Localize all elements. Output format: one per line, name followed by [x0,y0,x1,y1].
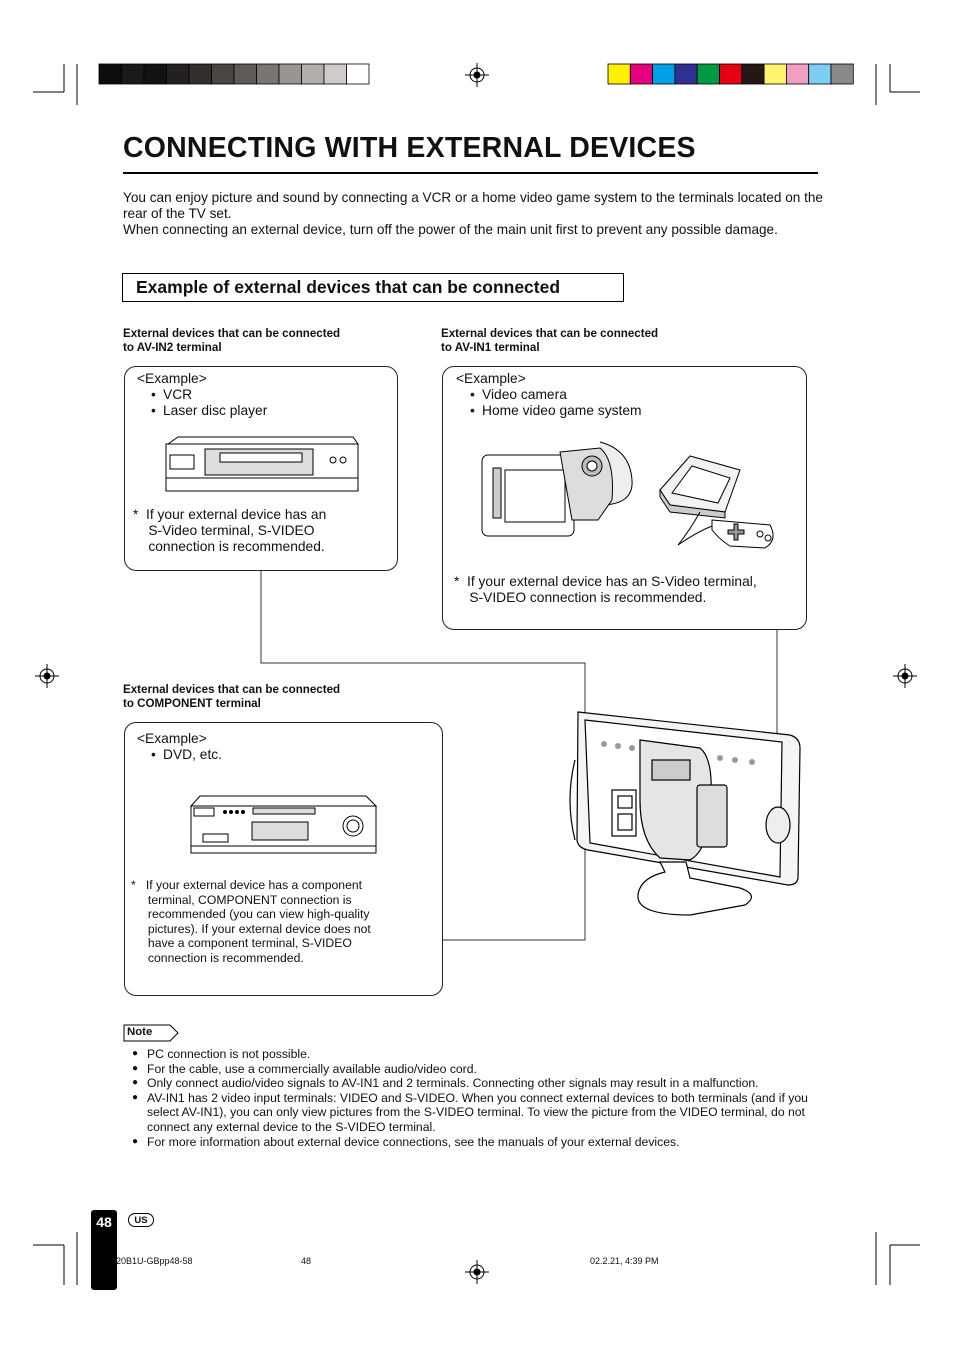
calibration-swatch [831,64,853,84]
calibration-swatch [675,64,697,84]
calibration-swatch [99,64,122,84]
list-item: ● PC connection is not possible. [132,1047,822,1062]
color-calibration-bar [608,64,853,84]
av-in1-list [456,387,642,419]
title-rule [123,172,818,174]
gray-calibration-bar [99,64,369,84]
av-in2-note: * If your external device has an S-Video terminal, S-VIDEO connection is recommended. [133,507,327,554]
calibration-swatch [144,64,167,84]
calibration-swatch [764,64,786,84]
list-item: • Home video game system [470,403,642,419]
calibration-swatch [809,64,831,84]
av-in1-example [456,371,642,419]
component-list [137,747,222,763]
calibration-swatch [653,64,675,84]
tv-rear-illustration [570,712,800,915]
list-item: ● Only connect audio/video signals to AV-IN1 and 2 terminals. Connecting other signals may result in a malfunction. [132,1076,822,1091]
av-in1-label: External devices that can be connected to AV-IN1 terminal [441,327,659,354]
calibration-swatch [347,64,370,84]
calibration-swatch [324,64,347,84]
calibration-swatch [630,64,652,84]
av-in2-example [137,371,267,419]
component-note: * If your external device has a component terminal, COMPONENT connection is recommended (you can view high-quality pictures). If your external device does not have a component terminal, S-VIDEO connection is recommended. [131,878,371,965]
list-item: • Laser disc player [151,403,267,419]
list-item: • Video camera [470,387,642,403]
av-in2-list [137,387,267,419]
note-label: Note [127,1026,153,1038]
calibration-swatch [212,64,235,84]
calibration-swatch [257,64,280,84]
list-item: • VCR [151,387,267,403]
calibration-swatch [302,64,325,84]
av-in2-label: External devices that can be connected to AV-IN2 terminal [123,327,341,354]
intro-text: You can enjoy picture and sound by connecting a VCR or a home video game system to the terminals located on the rear of the TV set. When connecting an external device, turn off the power of the main unit first to prevent any possible damage. [123,190,823,237]
av-in1-note: * If your external device has an S-Video terminal, S-VIDEO connection is recommended. [454,574,757,605]
calibration-swatch [697,64,719,84]
region-badge: US [128,1213,154,1227]
list-item: • DVD, etc. [151,747,222,763]
section-heading: Example of external devices that can be connected [136,277,561,297]
notes-list [132,1047,822,1149]
example-heading: <Example> [137,371,207,386]
calibration-swatch [786,64,808,84]
list-item: ● AV-IN1 has 2 video input terminals: VIDEO and S-VIDEO. When you connect external devices to both terminals (and if you select AV-IN1), you can only view pictures from the S-VIDEO terminal. To view the picture from the VIDEO terminal, do not connect any external device to the S-VIDEO terminal. [132,1091,822,1135]
list-item: ● For more information about external device connections, see the manuals of your external devices. [132,1135,822,1150]
calibration-swatch [608,64,630,84]
calibration-swatch [122,64,145,84]
list-item: ● For the cable, use a commercially available audio/video cord. [132,1062,822,1077]
footer-date: 02.2.21, 4:39 PM [590,1256,659,1266]
component-label: External devices that can be connected to COMPONENT terminal [123,683,341,710]
footer-page: 48 [301,1256,312,1266]
page-title: CONNECTING WITH EXTERNAL DEVICES [123,132,696,164]
page-number: 48 [96,1214,112,1230]
calibration-swatch [167,64,190,84]
calibration-swatch [742,64,764,84]
example-heading: <Example> [137,731,207,746]
example-heading: <Example> [456,371,526,386]
calibration-swatch [279,64,302,84]
component-example [137,731,222,763]
calibration-swatch [234,64,257,84]
calibration-swatch [720,64,742,84]
calibration-swatch [189,64,212,84]
footer-file: 20B1U-GBpp48-58 [116,1256,193,1266]
